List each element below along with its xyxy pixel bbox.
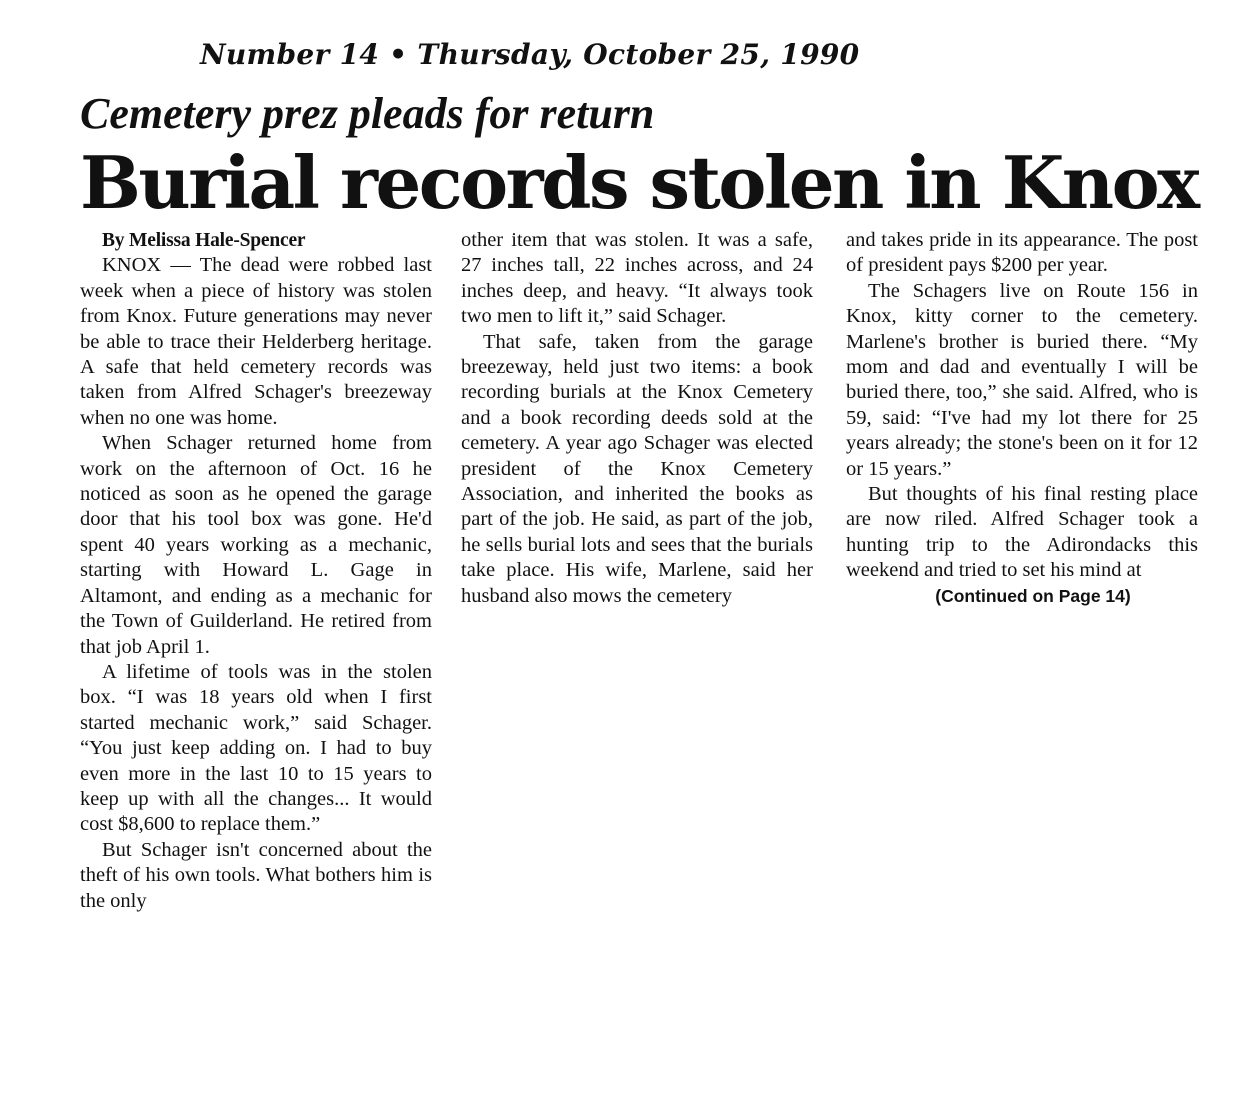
paragraph: and takes pride in its appearance. The post of president pays $200 per year. (846, 229, 1198, 277)
issue-dateline: Number 14 • Thursday, October 25, 1990 (200, 38, 860, 71)
article-kicker: Cemetery prez pleads for return (80, 89, 655, 138)
continued-notice: (Continued on Page 14) (935, 585, 1131, 606)
paragraph: KNOX — The dead were robbed last week when a piece of history was stolen from Knox. Future generations may never be able to trace their Helderberg heritage. A safe that held cemetery records was taken from Alfred Schager's breezeway when no one was home. (80, 254, 432, 429)
article-column-3 (846, 228, 1198, 609)
article-column-1 (80, 228, 432, 914)
article-column-2 (461, 228, 813, 609)
paragraph: other item that was stolen. It was a safe, 27 inches tall, 22 inches across, and 24 inches deep, and heavy. “It always took two men to lift it,” said Schager. (461, 229, 813, 328)
paragraph: But Schager isn't concerned about the theft of his own tools. What bothers him is the only (80, 838, 432, 912)
article-byline: By Melissa Hale-Spencer (102, 230, 306, 251)
paragraph: When Schager returned home from work on the afternoon of Oct. 16 he noticed as soon as he opened the garage door that his tool box was gone. He'd spent 40 years working as a mechanic, starting with Howard L. Gage in Altamont, and ending as a mechanic for the Town of Guilderland. He retired from that job April 1. (80, 432, 432, 658)
article-headline: Burial records stolen in Knox (80, 140, 1198, 225)
paragraph: The Schagers live on Route 156 in Knox, kitty corner to the cemetery. Marlene's brother is buried there. “My mom and dad and eventually I will be buried there, too,” she said. Alfred, who is 59, said: “I've had my lot there for 25 years already; the stone's been on it for 12 or 15 years.” (846, 279, 1198, 480)
paragraph: That safe, taken from the garage breezeway, held just two items: a book recording burials at the Knox Cemetery and a book recording deeds sold at the cemetery. A year ago Schager was elected president of the Knox Cemetery Association, and inherited the books as part of the job. He said, as part of the job, he sells burial lots and sees that the burials take place. His wife, Marlene, said her husband also mows the cemetery (461, 330, 813, 607)
paragraph: But thoughts of his final resting place are now riled. Alfred Schager took a hunting trip to the Adirondacks this weekend and tried to set his mind at (846, 483, 1198, 582)
paragraph: A lifetime of tools was in the stolen box. “I was 18 years old when I first started mechanic work,” said Schager. “You just keep adding on. I had to buy even more in the last 10 to 15 years to keep up with all the changes... It would cost $8,600 to replace them.” (80, 660, 432, 836)
